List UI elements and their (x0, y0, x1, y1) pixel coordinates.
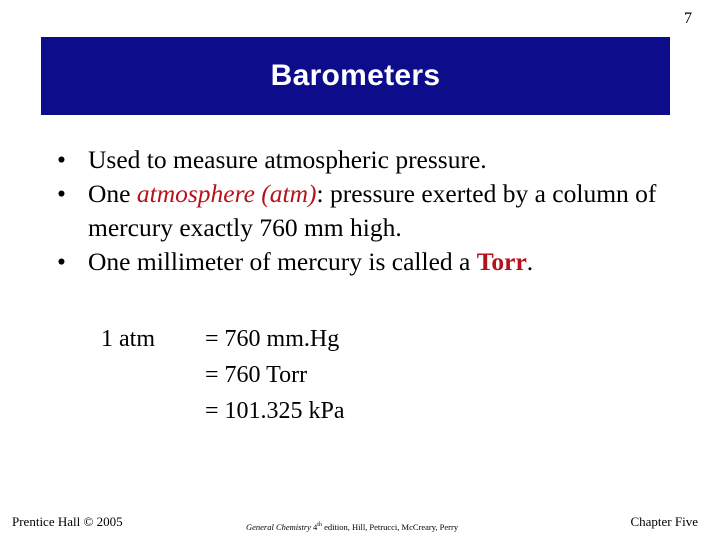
title-banner (41, 37, 670, 115)
footer-edition: 4 (310, 522, 318, 532)
unit-conversions (101, 321, 345, 429)
conversion-spacer (101, 393, 205, 429)
abbr-close: ) (308, 179, 317, 208)
bullet-list (57, 143, 697, 279)
slide-title: Barometers (270, 59, 441, 92)
footer-publisher: Prentice Hall © 2005 (12, 514, 123, 529)
conversion-value: = 101.325 kPa (205, 398, 345, 424)
conversion-value: = 760 mm.Hg (205, 326, 340, 352)
bullet-icon: • (57, 247, 66, 276)
bullet-prefix: One millimeter of mercury is called a (88, 247, 477, 276)
bullet-icon: • (57, 179, 66, 208)
bullet-item (57, 143, 697, 177)
bullet-icon: • (57, 145, 66, 174)
conversion-spacer (101, 357, 205, 393)
term-torr: Torr (476, 247, 527, 276)
footer-book-title: General Chemistry (246, 522, 311, 532)
conversion-row (101, 393, 345, 429)
term-atmosphere: atmosphere (136, 179, 255, 208)
bullet-suffix: . (526, 247, 534, 276)
footer-chapter: Chapter Five (630, 514, 698, 529)
bullet-text: Used to measure atmospheric pressure. (88, 145, 487, 174)
footer-edition-suffix: th (317, 522, 322, 529)
footer-book-citation (246, 522, 458, 532)
bullet-item (57, 177, 697, 245)
slide-number: 7 (684, 10, 692, 27)
bullet-prefix: One (88, 179, 137, 208)
term-atm: atm (269, 179, 309, 208)
footer-authors: edition, Hill, Petrucci, McCreary, Perry (321, 522, 459, 532)
conversion-value: = 760 Torr (205, 362, 308, 388)
conversion-row (101, 321, 345, 357)
bullet-text: : pressure exerted by a column of mercury exactly 760 mm high. (88, 179, 657, 242)
abbr-open: ( (254, 179, 270, 208)
conversion-lhs: 1 atm (101, 326, 155, 352)
conversion-row (101, 357, 345, 393)
bullet-item (57, 245, 697, 279)
